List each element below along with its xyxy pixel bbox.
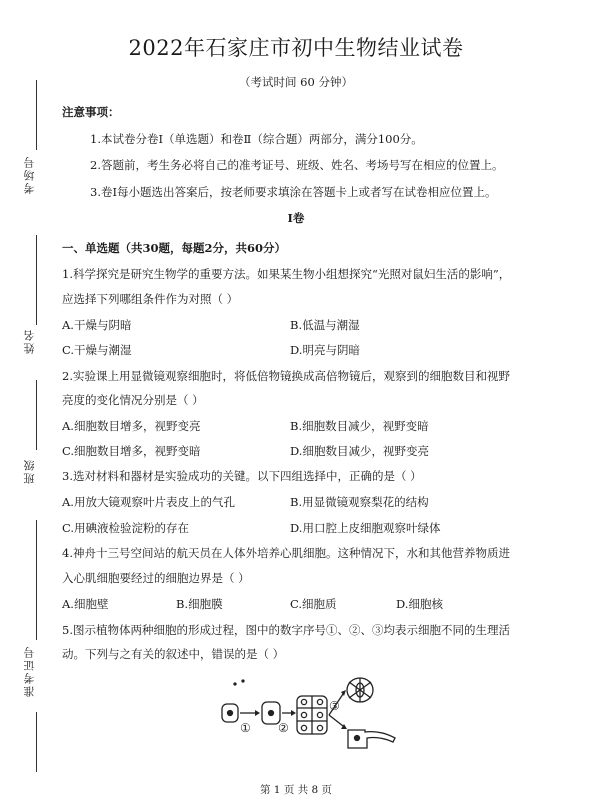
question-stem: 动。下列与之有关的叙述中，错误的是（ ） [62,647,285,661]
step-label: ③ [329,699,340,713]
margin-line [36,712,37,772]
name-label: 姓名 [23,328,36,354]
section-label: Ⅰ卷 [287,211,305,225]
option-b: B.细胞数目减少，视野变暗 [290,419,429,433]
question-stem: 入心肌细胞要经过的细胞边界是（ ） [62,571,250,585]
option-c: C.细胞质 [290,597,337,611]
note-item: 2.答题前，考生务必将自己的准考证号、班级、姓名、考场号写在相应的位置上。 [90,158,504,172]
step-label: ① [240,721,251,735]
cell-formation-diagram [215,672,405,752]
notes-heading: 注意事项： [62,105,120,119]
note-item: 3.卷Ⅰ每小题选出答案后，按老师要求填涂在答题卡上或者写在试卷相应位置上。 [90,185,497,199]
ticket-number-label: 准考证号 [23,645,36,697]
option-b: B.用显微镜观察梨花的结构 [290,495,429,509]
margin-line [36,80,37,150]
option-c: C.用碘液检验淀粉的存在 [62,521,190,535]
page-title: 2022年石家庄市初中生物结业试卷 [128,36,464,60]
note-item: 1.本试卷分卷Ⅰ（单选题）和卷Ⅱ（综合题）两部分，满分100分。 [90,132,423,146]
option-a: A.细胞壁 [62,597,109,611]
question-stem: 亮度的变化情况分别是（ ） [62,393,204,407]
option-b: B.低温与潮湿 [290,318,360,332]
option-d: D.细胞数目减少，视野变亮 [290,444,429,458]
exam-room-label: 考场号 [23,155,36,194]
option-d: D.用口腔上皮细胞观察叶绿体 [290,521,441,535]
option-d: D.明亮与阴暗 [290,343,360,357]
question-stem: 1.科学探究是研究生物学的重要方法。如果某生物小组想探究“光照对鼠妇生活的影响”， [62,267,511,281]
option-a: A.细胞数目增多，视野变亮 [62,419,201,433]
option-b: B.细胞膜 [176,597,223,611]
option-c: C.干燥与潮湿 [62,343,132,357]
class-label: 班级 [23,458,36,484]
binding-margin [0,0,50,802]
section-heading: 一、单选题（共30题，每题2分，共60分） [62,241,287,255]
question-stem: 2.实验课上用显微镜观察细胞时，将低倍物镜换成高倍物镜后，观察到的细胞数目和视野 [62,369,510,383]
exam-duration: （考试时间 60 分钟） [239,75,353,89]
question-stem: 4.神舟十三号空间站的航天员在人体外培养心肌细胞。这种情况下，水和其他营养物质进 [62,546,510,560]
margin-line [36,380,37,450]
option-c: C.细胞数目增多，视野变暗 [62,444,201,458]
page-number: 第 1 页 共 8 页 [259,784,333,796]
margin-line [36,520,37,640]
question-stem: 5.图示植物体两种细胞的形成过程，图中的数字序号①、②、③均表示细胞不同的生理活 [62,623,510,637]
option-d: D.细胞核 [396,597,443,611]
step-label: ② [278,721,289,735]
option-a: A.干燥与阴暗 [62,318,132,332]
question-stem: 应选择下列哪组条件作为对照（ ） [62,292,239,306]
question-stem: 3.选对材料和器材是实验成功的关键。以下四组选择中，正确的是（ ） [62,469,422,483]
option-a: A.用放大镜观察叶片表皮上的气孔 [62,495,235,509]
margin-line [36,235,37,325]
